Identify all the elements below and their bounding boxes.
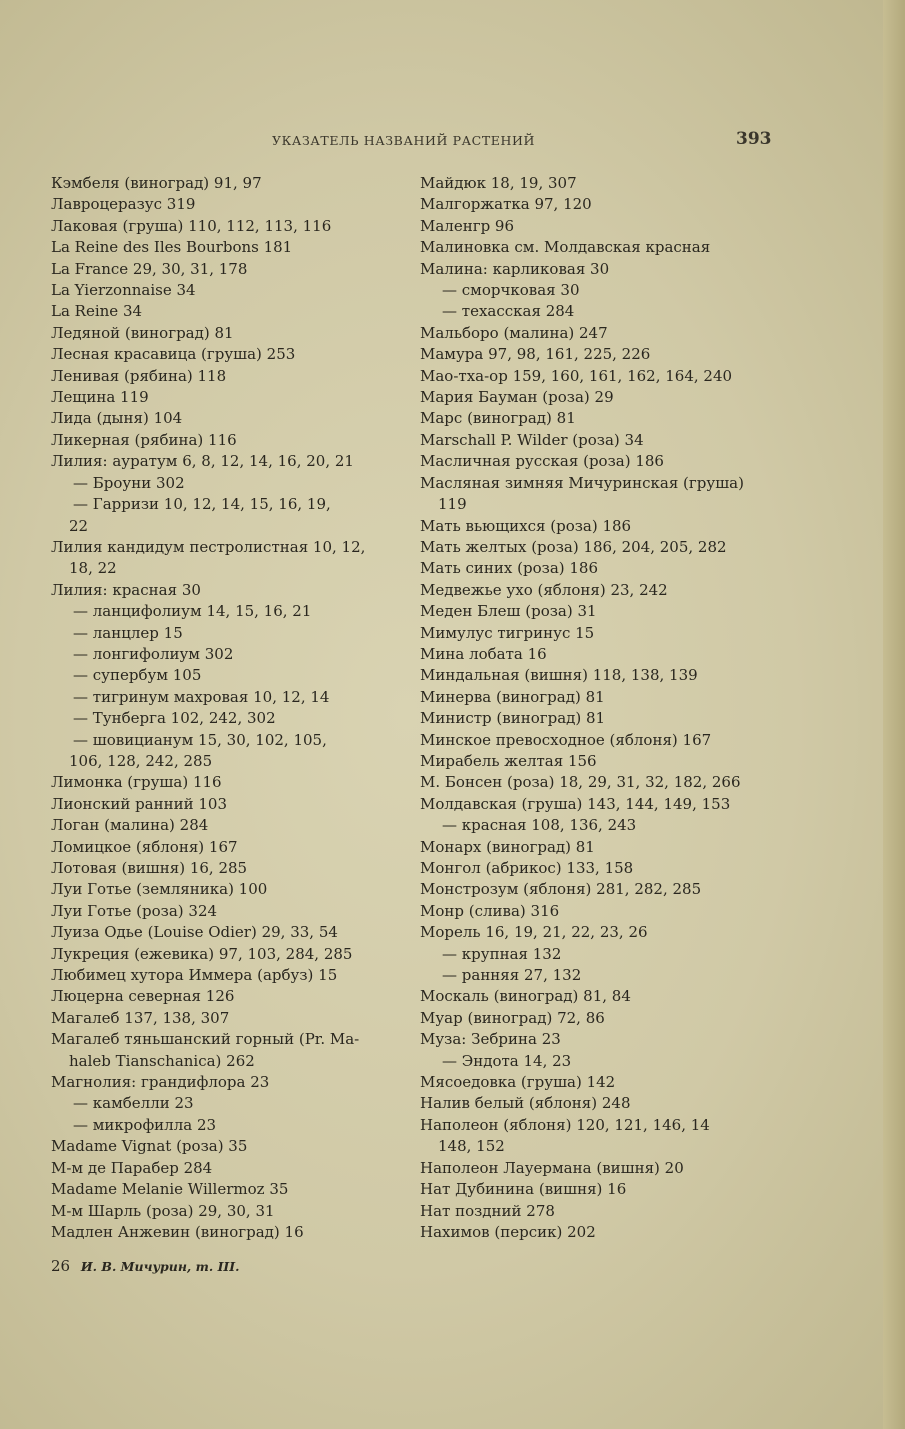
index-entry: Маленгр 96 (420, 216, 515, 235)
index-entry: Мадлен Анжевин (виноград) 16 (51, 1222, 304, 1241)
index-entry: La Reine des Iles Bourbons 181 (51, 238, 293, 257)
index-entry: Малиновка см. Молдавская красная (420, 238, 711, 257)
index-entry: Ленивая (рябина) 118 (51, 366, 227, 385)
index-entry: — техасская 284 (442, 302, 575, 321)
index-entry: Любимец хутора Иммера (арбуз) 15 (51, 966, 338, 985)
index-entry: Лилия: ауратум 6, 8, 12, 14, 16, 20, 21 (51, 452, 354, 471)
index-entry: — Гарризи 10, 12, 14, 15, 16, 19, (73, 495, 331, 514)
index-entry: Лотовая (вишня) 16, 285 (51, 859, 248, 877)
index-entry: Ломицкое (яблоня) 167 (51, 837, 238, 856)
index-entry: Кэмбеля (виноград) 91, 97 (51, 174, 262, 192)
index-entry: Масляная зимняя Мичуринская (груша) (420, 473, 744, 492)
index-entry: Молдавская (груша) 143, 144, 149, 153 (420, 794, 731, 813)
index-entry: — ранняя 27, 132 (442, 966, 582, 985)
running-header: УКАЗАТЕЛЬ НАЗВАНИЙ РАСТЕНИЙ (272, 133, 536, 148)
index-entry: — Тунберга 102, 242, 302 (73, 709, 276, 728)
index-entry: — сморчковая 30 (442, 281, 580, 300)
index-entry: La Reine 34 (51, 302, 143, 321)
index-entry: Магалеб 137, 138, 307 (51, 1008, 230, 1027)
index-entry: — микрофилла 23 (73, 1115, 217, 1134)
index-entry: Луиза Одье (Louise Odier) 29, 33, 54 (51, 923, 338, 942)
index-entry: Луи Готье (роза) 324 (51, 901, 218, 920)
index-entry: Минерва (виноград) 81 (420, 687, 605, 706)
index-entry: — тигринум махровая 10, 12, 14 (73, 687, 330, 706)
index-entry: Лещина 119 (51, 388, 149, 407)
index-entry: Мать вьющихся (роза) 186 (420, 516, 632, 535)
index-entry: Морель 16, 19, 21, 22, 23, 26 (420, 923, 648, 942)
index-entry: Монр (слива) 316 (420, 901, 560, 920)
index-entry: Мальборо (малина) 247 (420, 323, 608, 342)
index-entry: 18, 22 (69, 559, 117, 578)
index-entry: Мао-тха-ор 159, 160, 161, 162, 164, 240 (420, 366, 733, 385)
index-entry: 119 (438, 495, 467, 514)
index-entry: Миндальная (вишня) 118, 138, 139 (420, 666, 698, 685)
index-entry: Ледяной (виноград) 81 (51, 323, 234, 342)
index-entry: Люцерна северная 126 (51, 987, 235, 1006)
index-entry: Лилия кандидум пестролистная 10, 12, (51, 537, 366, 556)
index-entry: Лесная красавица (груша) 253 (51, 345, 296, 364)
footer-author: И. В. Мичурин, т. III. (80, 1259, 240, 1274)
index-entry: Лаковая (груша) 110, 112, 113, 116 (51, 216, 332, 235)
index-entry: Мясоедовка (груша) 142 (420, 1073, 616, 1092)
index-entry: Мирабель желтая 156 (420, 751, 597, 770)
index-entry: Мина лобата 16 (420, 644, 547, 663)
index-entry: — супербум 105 (73, 666, 202, 685)
index-entry: Москаль (виноград) 81, 84 (420, 987, 631, 1006)
index-entry: — ланцлер 15 (73, 623, 183, 642)
index-entry: Муза: Зебрина 23 (420, 1030, 561, 1049)
index-entry: Масличная русская (роза) 186 (420, 452, 664, 471)
index-entry: Майдюк 18, 19, 307 (420, 174, 577, 192)
index-entry: — ланцифолиум 14, 15, 16, 21 (73, 602, 312, 621)
index-entry: haleb Tianschanica) 262 (69, 1051, 255, 1070)
index-column-right (420, 173, 770, 1243)
index-entry: Лионский ранний 103 (51, 794, 228, 813)
index-entry: La Yierzonnaise 34 (51, 281, 196, 300)
index-entry: Налив белый (яблоня) 248 (420, 1094, 631, 1113)
index-entry: 148, 152 (438, 1137, 505, 1156)
index-entry: Madame Melanie Willermoz 35 (51, 1180, 289, 1199)
index-entry: Лукреция (ежевика) 97, 103, 284, 285 (51, 944, 353, 963)
index-entry: Луи Готье (земляника) 100 (51, 880, 268, 899)
index-entry: 22 (69, 516, 89, 535)
signature-mark: 26 (51, 1257, 71, 1275)
index-entry: М. Бонсен (роза) 18, 29, 31, 32, 182, 266 (420, 773, 741, 792)
index-entry: Лилия: красная 30 (51, 580, 201, 599)
index-entry: Муар (виноград) 72, 86 (420, 1008, 605, 1027)
index-entry: Малгоржатка 97, 120 (420, 195, 592, 214)
index-entry: — крупная 132 (442, 944, 562, 963)
index-entry: Лавроцеразус 319 (51, 195, 196, 214)
index-entry: Madame Vignat (роза) 35 (51, 1137, 248, 1156)
index-entry: Нахимов (персик) 202 (420, 1222, 596, 1241)
index-entry: Наполеон Лауермана (вишня) 20 (420, 1158, 684, 1177)
index-entry: — лонгифолиум 302 (73, 644, 234, 663)
page-footer (51, 1257, 239, 1275)
index-entry: Мимулус тигринус 15 (420, 623, 595, 642)
index-entry: Меден Блеш (роза) 31 (420, 602, 597, 621)
index-entry: La France 29, 30, 31, 178 (51, 259, 248, 278)
index-entry: Мать желтых (роза) 186, 204, 205, 282 (420, 537, 727, 556)
index-entry: — красная 108, 136, 243 (442, 816, 637, 835)
index-entry: Мамура 97, 98, 161, 225, 226 (420, 345, 651, 364)
index-entry: Логан (малина) 284 (51, 816, 209, 835)
index-entry: Marschall P. Wilder (роза) 34 (420, 430, 644, 449)
index-entry: Монгол (абрикос) 133, 158 (420, 859, 634, 877)
index-entry: Нат Дубинина (вишня) 16 (420, 1180, 627, 1199)
index-entry: Лида (дыня) 104 (51, 409, 183, 428)
index-entry: Монарх (виноград) 81 (420, 837, 595, 856)
page-edge (883, 0, 905, 1429)
index-entry: Мать синих (роза) 186 (420, 559, 599, 578)
index-entry: М-м Шарль (роза) 29, 30, 31 (51, 1201, 275, 1220)
index-entry: Магалеб тяньшанский горный (Pr. Ma- (51, 1030, 360, 1049)
index-entry: Министр (виноград) 81 (420, 709, 606, 728)
index-entry: Ликерная (рябина) 116 (51, 430, 237, 449)
index-entry: Медвежье ухо (яблоня) 23, 242 (420, 580, 668, 599)
index-column-left (51, 173, 411, 1243)
page-number: 393 (736, 129, 772, 149)
index-entry: — Броуни 302 (73, 473, 185, 492)
index-entry: М-м де Парабер 284 (51, 1158, 213, 1177)
index-entry: Марс (виноград) 81 (420, 409, 576, 428)
index-entry: Лимонка (груша) 116 (51, 773, 222, 792)
index-entry: Нат поздний 278 (420, 1201, 555, 1220)
index-entry: — Эндота 14, 23 (442, 1051, 572, 1070)
index-entry: Малина: карликовая 30 (420, 259, 610, 278)
index-entry: Магнолия: грандифлора 23 (51, 1073, 270, 1092)
index-entry: — шовицианум 15, 30, 102, 105, (73, 730, 327, 749)
index-entry: Минское превосходное (яблоня) 167 (420, 730, 712, 749)
index-entry: Наполеон (яблоня) 120, 121, 146, 14 (420, 1115, 710, 1134)
index-entry: Монстрозум (яблоня) 281, 282, 285 (420, 880, 702, 899)
index-entry: Мария Бауман (роза) 29 (420, 388, 614, 407)
index-entry: — камбелли 23 (73, 1094, 194, 1113)
index-entry: 106, 128, 242, 285 (69, 751, 213, 770)
